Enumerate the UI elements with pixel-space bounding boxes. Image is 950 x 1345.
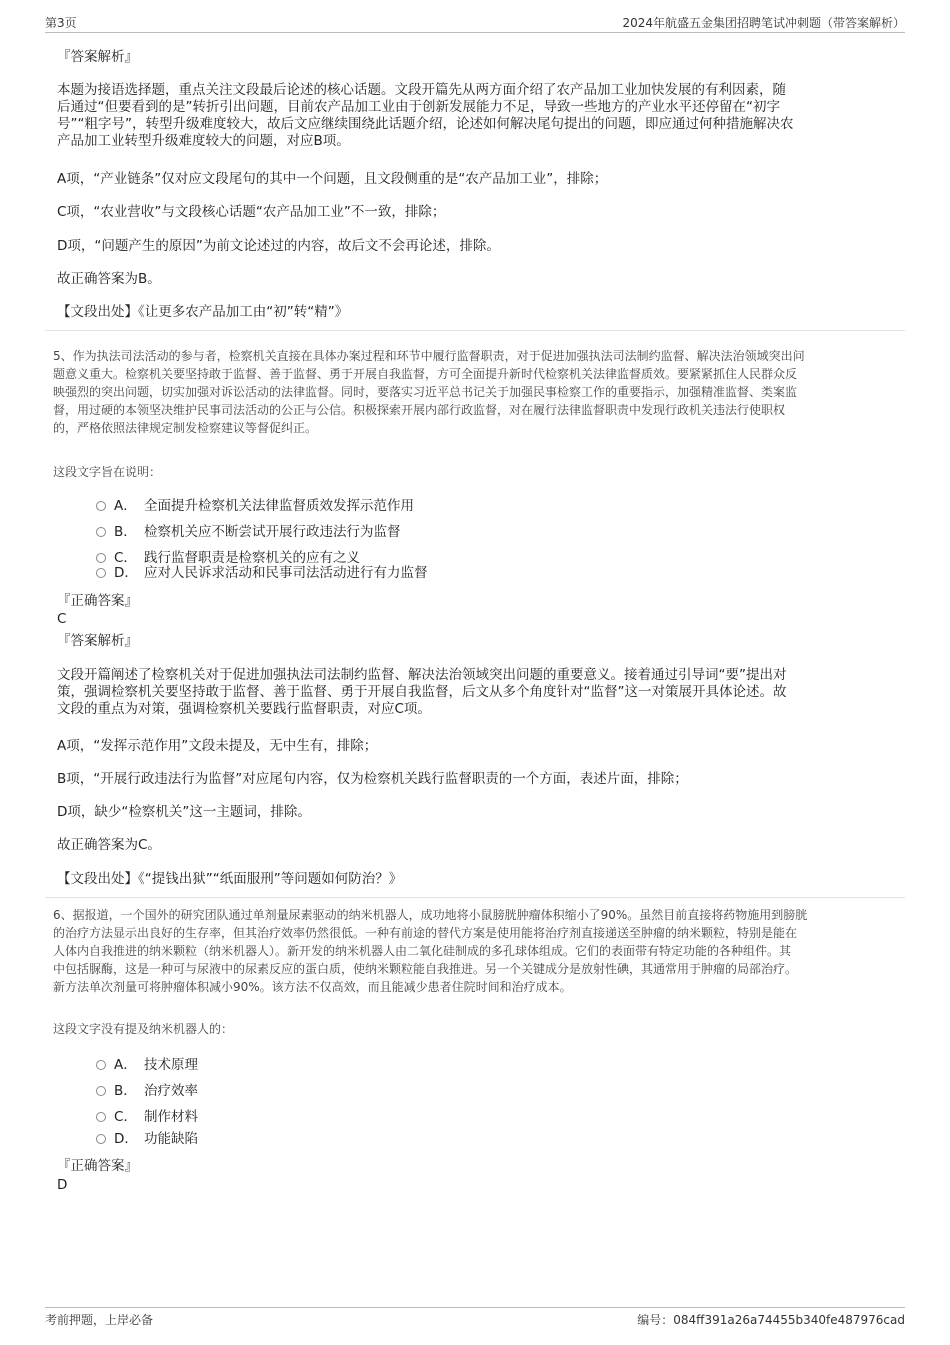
document-title: 2024年航盛五金集团招聘笔试冲刺题（带答案解析）: [622, 16, 905, 30]
question-5-stem: [53, 347, 895, 437]
question-6-prompt: 这段文字没有提及纳米机器人的：: [53, 1022, 234, 1036]
page-footer: [45, 1307, 905, 1329]
conclusion: 故正确答案为B。: [57, 271, 161, 287]
stem-line: 督，用过硬的本领坚决维护民事司法活动的公正与公信。积极探索开展内部行政监督，对在履行法律监督职责中发现行政机关违法行使职权: [53, 403, 786, 417]
analysis-line: 文段开篇阐述了检察机关对于促进加强执法司法制约监督、解决法治领域突出问题的重要意义。接着通过引导词“要”提出对: [57, 667, 787, 683]
correct-answer: C: [57, 611, 67, 627]
option-a-analysis: A项，“发挥示范作用”文段未提及，无中生有，排除；: [57, 738, 378, 754]
option-key: B．: [114, 1083, 137, 1099]
option-a-analysis: A项，“产业链条”仅对应文段尾句的其中一个问题，且文段侧重的是“农产品加工业”，排除；: [57, 171, 608, 187]
radio-icon[interactable]: [96, 553, 106, 563]
stem-line: 的治疗方法显示出良好的生存率，但其治疗效率仍然很低。一种有前途的替代方案是使用能将治疗剂直接递送至肿瘤的纳米颗粒，特别是能在: [53, 926, 798, 940]
option-key: B．: [114, 524, 137, 540]
option-key: A．: [114, 498, 137, 514]
analysis-paragraph: [57, 667, 885, 718]
radio-icon[interactable]: [96, 1086, 106, 1096]
conclusion: 故正确答案为C。: [57, 837, 161, 853]
stem-line: 人体内自我推进的纳米颗粒（纳米机器人）。新开发的纳米机器人由二氧化硅制成的多孔球体组成。它们的表面带有特定功能的各种组件。其: [53, 944, 792, 958]
question-6-stem: [53, 906, 895, 996]
analysis-label: 『答案解析』: [57, 633, 138, 649]
analysis-line: 策，强调检察机关要坚持敢于监督、善于监督、勇于开展自我监督，后文从多个角度针对“监督”这一对策展开具体论述。故: [57, 684, 787, 700]
question-6-option-b[interactable]: [96, 1082, 198, 1100]
stem-line: 中包括脲酶，这是一种可与尿液中的尿素反应的蛋白质，使纳米颗粒能自我推进。另一个关键成分是放射性碘，其通常用于肿瘤的局部治疗。: [53, 962, 798, 976]
option-text: 治疗效率: [144, 1083, 198, 1099]
page-number: 第3页: [45, 16, 77, 30]
question-6-option-c[interactable]: [96, 1108, 198, 1126]
source-citation: 【文段出处】《“提钱出狱”“纸面服刑”等问题如何防治？》: [57, 871, 403, 887]
radio-icon[interactable]: [96, 1134, 106, 1144]
option-text: 全面提升检察机关法律监督质效发挥示范作用: [144, 498, 414, 514]
correct-answer-label: 『正确答案』: [57, 1158, 138, 1174]
divider: [45, 897, 905, 898]
option-text: 功能缺陷: [144, 1131, 198, 1147]
radio-icon[interactable]: [96, 1060, 106, 1070]
question-6-option-d[interactable]: [96, 1130, 198, 1148]
stem-line: 5、作为执法司法活动的参与者，检察机关直接在具体办案过程和环节中履行监督职责，对于促进加强执法司法制约监督、解决法治领域突出问: [53, 349, 805, 363]
option-key: C．: [114, 1109, 137, 1125]
radio-icon[interactable]: [96, 1112, 106, 1122]
radio-icon[interactable]: [96, 527, 106, 537]
analysis-line: 后通过“但要看到的是”转折引出问题，目前农产品加工业由于创新发展能力不足，导致一些地方的产业水平还停留在“初字: [57, 99, 780, 115]
option-text: 应对人民诉求活动和民事司法活动进行有力监督: [144, 565, 428, 581]
option-key: C．: [114, 550, 137, 566]
option-d-analysis: D项，缺少“检察机关”这一主题词，排除。: [57, 804, 311, 820]
correct-answer-label: 『正确答案』: [57, 593, 138, 609]
question-5-option-d[interactable]: [96, 564, 428, 582]
option-text: 制作材料: [144, 1109, 198, 1125]
correct-answer: D: [57, 1177, 68, 1193]
question-5-option-a[interactable]: [96, 497, 414, 515]
stem-line: 的，严格依照法律规定制发检察建议等督促纠正。: [53, 421, 318, 435]
stem-line: 题意义重大。检察机关要坚持敢于监督、善于监督、勇于开展自我监督，方可全面提升新时代检察机关法律监督质效。要紧紧抓住人民群众反: [53, 367, 798, 381]
radio-icon[interactable]: [96, 568, 106, 578]
source-citation: 【文段出处】《让更多农产品加工由“初”转“精”》: [57, 304, 349, 320]
question-5-option-b[interactable]: [96, 523, 401, 541]
question-6-option-a[interactable]: [96, 1056, 198, 1074]
option-c-analysis: C项，“农业营收”与文段核心话题“农产品加工业”不一致，排除；: [57, 204, 446, 220]
analysis-label: 『答案解析』: [57, 49, 138, 65]
analysis-paragraph: [57, 82, 885, 150]
option-text: 践行监督职责是检察机关的应有之义: [144, 550, 360, 566]
page-header: [45, 14, 905, 33]
analysis-line: 号”“粗字号”，转型升级难度较大，故后文应继续围绕此话题介绍，论述如何解决尾句提出的问题，即应通过何种措施解决农: [57, 116, 794, 132]
option-d-analysis: D项，“问题产生的原因”为前文论述过的内容，故后文不会再论述，排除。: [57, 238, 500, 254]
stem-line: 新方法单次剂量可将肿瘤体积减小90%。该方法不仅高效，而且能减少患者住院时间和治疗成本。: [53, 980, 572, 994]
divider: [45, 330, 905, 331]
option-b-analysis: B项，“开展行政违法行为监督”对应尾句内容，仅为检察机关践行监督职责的一个方面，表述片面，排除；: [57, 771, 688, 787]
stem-line: 6、据报道，一个国外的研究团队通过单剂量尿素驱动的纳米机器人，成功地将小鼠膀胱肿瘤体积缩小了90%。虽然目前直接将药物施用到膀胱: [53, 908, 808, 922]
question-5-prompt: 这段文字旨在说明：: [53, 465, 162, 479]
option-text: 检察机关应不断尝试开展行政违法行为监督: [144, 524, 401, 540]
document-code: 编号：084ff391a26a74455b340fe487976cad: [637, 1313, 905, 1327]
analysis-line: 本题为接语选择题，重点关注文段最后论述的核心话题。文段开篇先从两方面介绍了农产品加工业加快发展的有利因素，随: [57, 82, 786, 98]
analysis-line: 文段的重点为对策，强调检察机关要践行监督职责，对应C项。: [57, 701, 431, 717]
stem-line: 映强烈的突出问题，切实加强对诉讼活动的法律监督。同时，要落实习近平总书记关于加强民事检察工作的重要指示，加强精准监督、类案监: [53, 385, 798, 399]
option-text: 技术原理: [144, 1057, 198, 1073]
radio-icon[interactable]: [96, 501, 106, 511]
analysis-line: 产品加工业转型升级难度较大的问题，对应B项。: [57, 133, 350, 149]
option-key: D．: [114, 565, 138, 581]
option-key: A．: [114, 1057, 137, 1073]
footer-slogan: 考前押题，上岸必备: [45, 1313, 154, 1327]
option-key: D．: [114, 1131, 138, 1147]
